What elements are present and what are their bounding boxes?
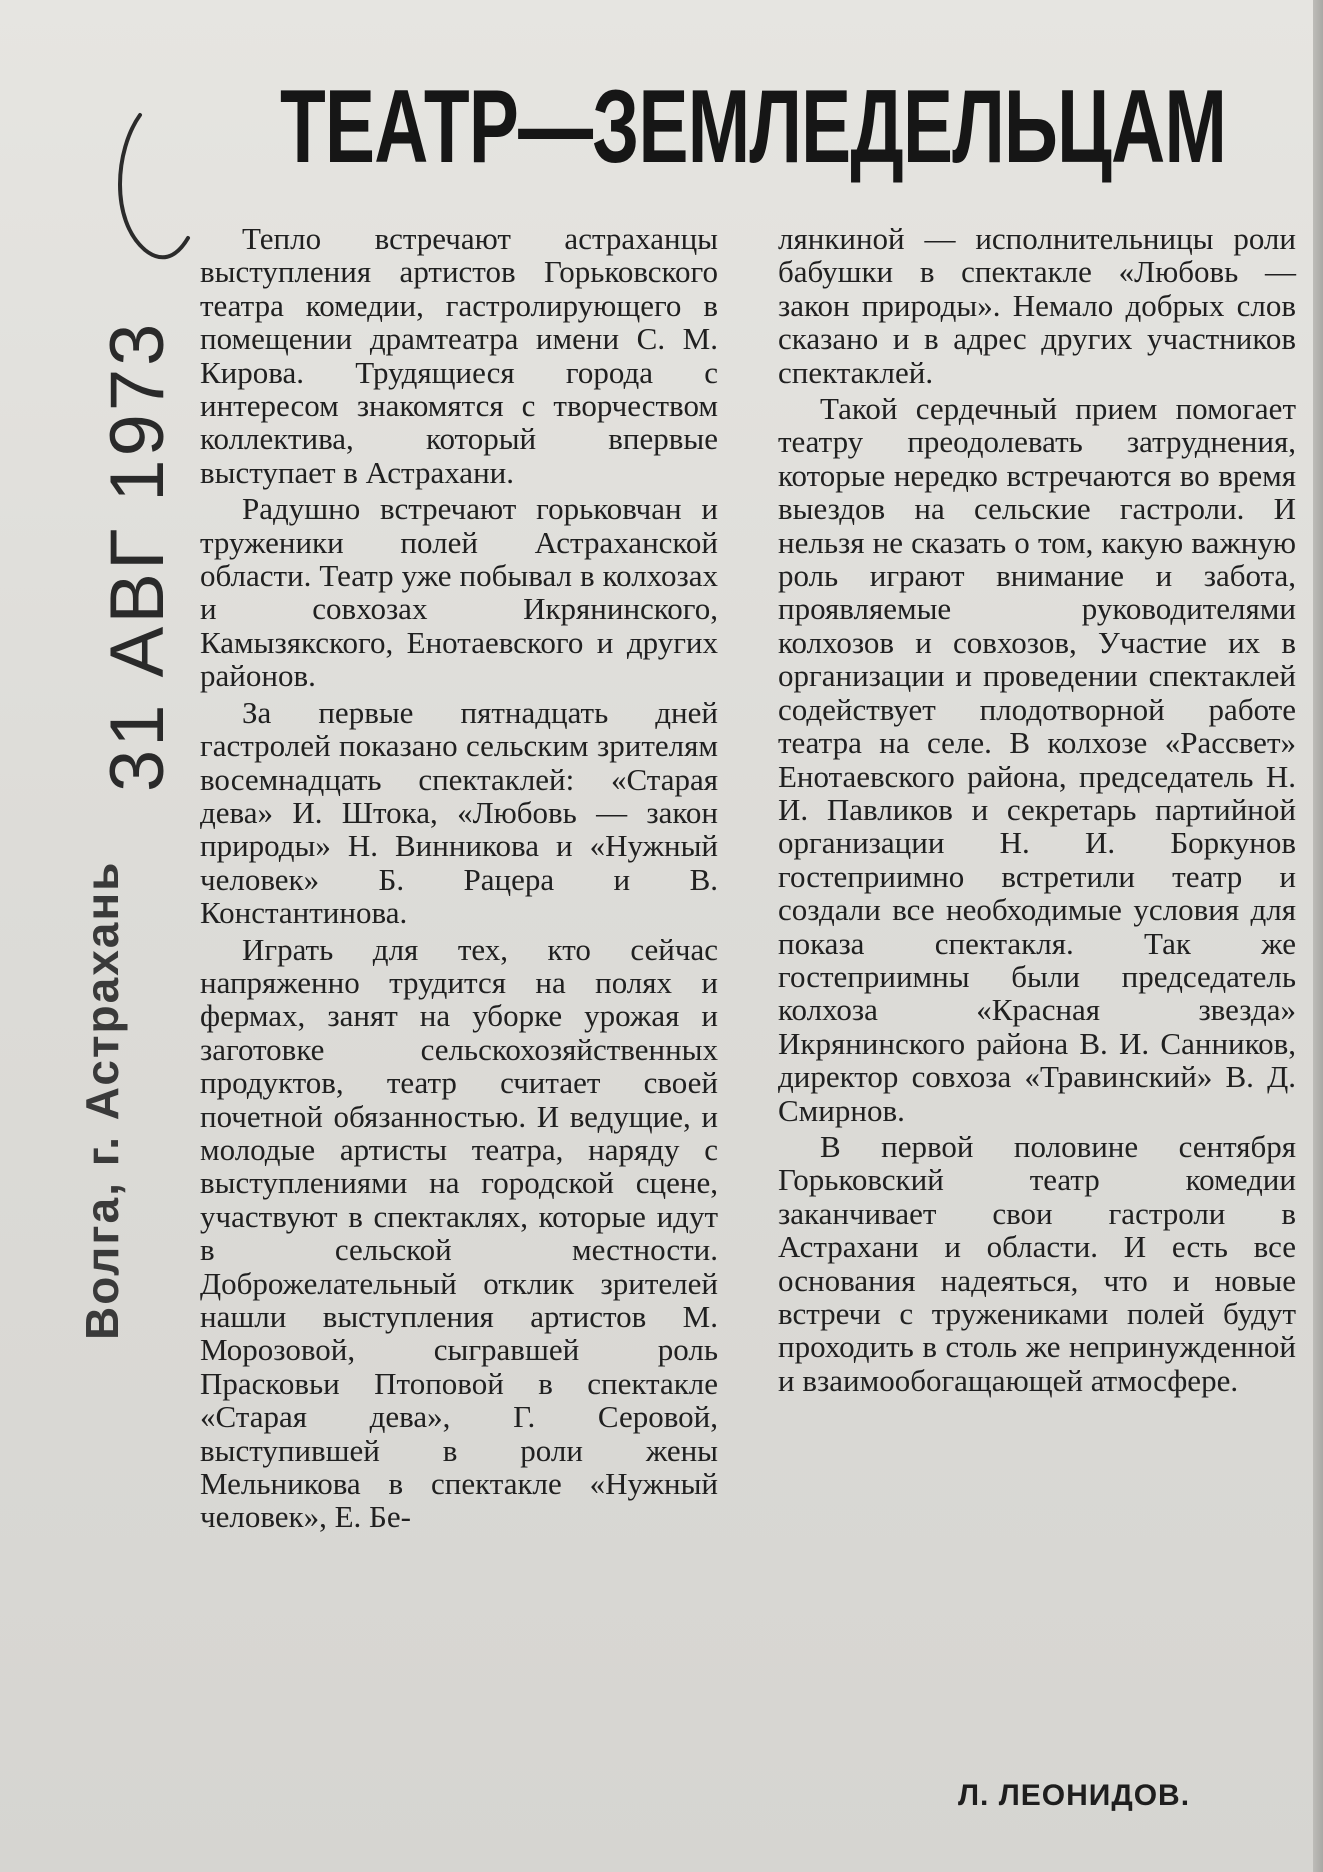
paragraph: За первые пятнадцать дней гастролей показано сельским зрителям восемнадцать спектаклей: «Старая дева» И. Штока, «Любовь — закон природы» Н. Винникова и «Нужный человек» Б. Рацера и В. Константинова.	[200, 694, 718, 931]
paragraph: Играть для тех, кто сейчас напряженно трудится на полях и фермах, занят на уборке урожая и заготовке сельскохозяйственных продуктов, театр считает своей почетной обязанностью. И ведущие, и молодые артисты театра, наряду с выступлениями на городской сцене, участвуют в спектаклях, которые идут в сельской местности. Доброжелательный отклик зрителей нашли выступления артистов М. Морозовой, сыгравшей роль Прасковьи Птоповой в спектакле «Старая дева», Г. Серовой, выступившей в роли жены Мельникова в спектакле «Нужный человек», Е. Бе-	[200, 931, 718, 1535]
paper-edge	[1313, 0, 1323, 1872]
author-signature: Л. ЛЕОНИДОВ.	[958, 1779, 1191, 1812]
date-stamp: 31 АВГ 1973	[95, 320, 180, 792]
pen-mark-icon	[110, 110, 200, 270]
article-column-right	[778, 222, 1296, 1397]
headline: ТЕАТР—ЗЕМЛЕДЕЛЬЦАМ	[280, 69, 1227, 185]
paragraph: Тепло встречают астраханцы выступления артистов Горьковского театра комедии, гастролирующего в помещении драмтеатра имени С. М. Кирова. Трудящиеся города с интересом знакомятся с творчеством коллектива, который впервые выступает в Астрахани.	[200, 221, 718, 490]
paragraph: Такой сердечный прием помогает театру преодолевать затруднения, которые нередко встречаются во время выездов на сельские гастроли. И нельзя не сказать о том, какую важную роль играют внимание и забота, проявляемые руководителями колхозов и совхозов, Участие их в организации и проведении спектаклей содействует плодотворной работе театра на селе. В колхозе «Рассвет» Енотаевского района, председатель Н. И. Павликов и секретарь партийной организации Н. И. Боркунов гостеприимно встретили театр и создали все необходимые условия для показа спектакля. Так же гостеприимны были председатель колхоза «Красная звезда» Икрянинского района В. И. Санников, директор совхоза «Травинский» В. Д. Смирнов.	[778, 391, 1296, 1128]
source-stamp: Волга, г. Астрахань	[76, 860, 128, 1340]
paragraph: В первой половине сентября Горьковский театр комедии заканчивает свои гастроли в Астрахани и области. И есть все основания надеяться, что и новые встречи с тружениками полей будут проходить в столь же непринужденной и взаимообогащающей атмосфере.	[778, 1128, 1296, 1398]
article-column-left	[200, 222, 718, 1534]
paragraph-continued: лянкиной — исполнительницы роли бабушки в спектакле «Любовь — закон природы». Немало добрых слов сказано и в адрес других участников спектаклей.	[778, 221, 1296, 390]
paragraph: Радушно встречают горьковчан и труженики полей Астраханской области. Театр уже побывал в колхозах и совхозах Икрянинского, Камызякского, Енотаевского и других районов.	[200, 491, 718, 694]
